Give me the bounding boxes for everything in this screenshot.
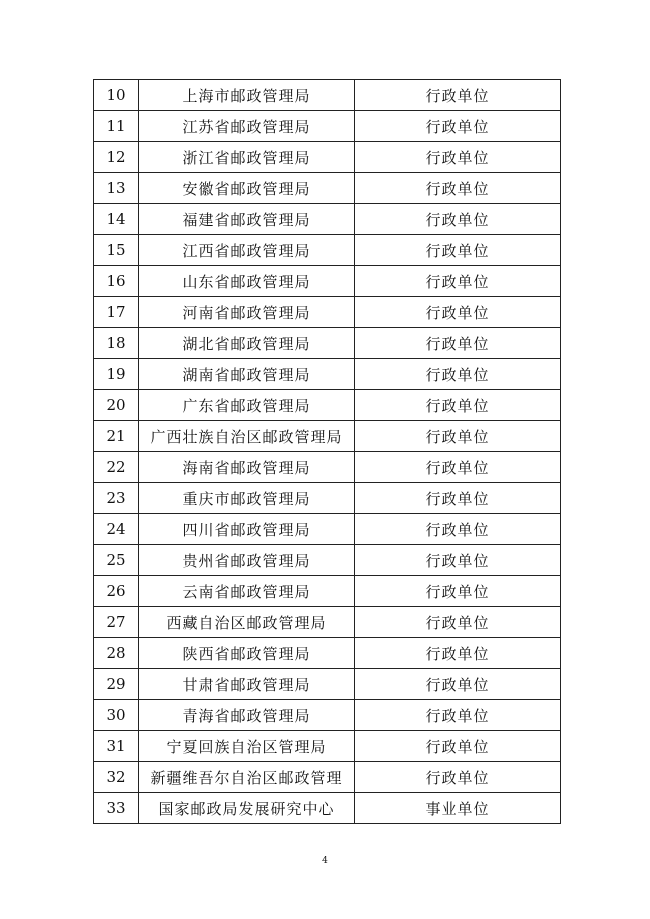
unit-type: 行政单位 bbox=[355, 297, 561, 328]
unit-type: 行政单位 bbox=[355, 173, 561, 204]
row-number: 11 bbox=[94, 111, 139, 142]
table-row bbox=[94, 111, 561, 142]
table-row bbox=[94, 142, 561, 173]
row-number: 30 bbox=[94, 700, 139, 731]
row-number: 10 bbox=[94, 80, 139, 111]
unit-type: 行政单位 bbox=[355, 669, 561, 700]
row-number: 31 bbox=[94, 731, 139, 762]
unit-type: 行政单位 bbox=[355, 142, 561, 173]
row-number: 23 bbox=[94, 483, 139, 514]
unit-name: 浙江省邮政管理局 bbox=[139, 142, 355, 173]
row-number: 29 bbox=[94, 669, 139, 700]
row-number: 33 bbox=[94, 793, 139, 824]
table-row bbox=[94, 297, 561, 328]
row-number: 22 bbox=[94, 452, 139, 483]
row-number: 21 bbox=[94, 421, 139, 452]
unit-table-body bbox=[94, 80, 561, 824]
row-number: 18 bbox=[94, 328, 139, 359]
table-row bbox=[94, 669, 561, 700]
table-row bbox=[94, 793, 561, 824]
unit-type: 行政单位 bbox=[355, 452, 561, 483]
row-number: 32 bbox=[94, 762, 139, 793]
table-row bbox=[94, 421, 561, 452]
unit-type: 行政单位 bbox=[355, 111, 561, 142]
unit-type: 行政单位 bbox=[355, 700, 561, 731]
unit-name: 新疆维吾尔自治区邮政管理 bbox=[139, 762, 355, 793]
unit-type: 行政单位 bbox=[355, 514, 561, 545]
table-row bbox=[94, 359, 561, 390]
unit-type: 行政单位 bbox=[355, 607, 561, 638]
table-row bbox=[94, 173, 561, 204]
unit-name: 西藏自治区邮政管理局 bbox=[139, 607, 355, 638]
table-row bbox=[94, 514, 561, 545]
unit-name: 云南省邮政管理局 bbox=[139, 576, 355, 607]
page-number: 4 bbox=[322, 856, 328, 866]
table-row bbox=[94, 80, 561, 111]
table-row bbox=[94, 452, 561, 483]
unit-name: 福建省邮政管理局 bbox=[139, 204, 355, 235]
table-row bbox=[94, 328, 561, 359]
row-number: 15 bbox=[94, 235, 139, 266]
unit-name: 广西壮族自治区邮政管理局 bbox=[139, 421, 355, 452]
row-number: 24 bbox=[94, 514, 139, 545]
table-row bbox=[94, 390, 561, 421]
unit-name: 陕西省邮政管理局 bbox=[139, 638, 355, 669]
unit-name: 江西省邮政管理局 bbox=[139, 235, 355, 266]
unit-type: 行政单位 bbox=[355, 390, 561, 421]
unit-name: 国家邮政局发展研究中心 bbox=[139, 793, 355, 824]
row-number: 12 bbox=[94, 142, 139, 173]
unit-name: 重庆市邮政管理局 bbox=[139, 483, 355, 514]
row-number: 26 bbox=[94, 576, 139, 607]
unit-name: 山东省邮政管理局 bbox=[139, 266, 355, 297]
unit-type: 行政单位 bbox=[355, 328, 561, 359]
unit-type: 行政单位 bbox=[355, 204, 561, 235]
unit-name: 河南省邮政管理局 bbox=[139, 297, 355, 328]
table-row bbox=[94, 235, 561, 266]
table-row bbox=[94, 545, 561, 576]
row-number: 13 bbox=[94, 173, 139, 204]
unit-type: 行政单位 bbox=[355, 576, 561, 607]
unit-name: 江苏省邮政管理局 bbox=[139, 111, 355, 142]
table-row bbox=[94, 762, 561, 793]
table-row bbox=[94, 638, 561, 669]
unit-name: 湖北省邮政管理局 bbox=[139, 328, 355, 359]
unit-type: 事业单位 bbox=[355, 793, 561, 824]
row-number: 16 bbox=[94, 266, 139, 297]
unit-type: 行政单位 bbox=[355, 359, 561, 390]
row-number: 20 bbox=[94, 390, 139, 421]
unit-type: 行政单位 bbox=[355, 638, 561, 669]
unit-type: 行政单位 bbox=[355, 80, 561, 111]
row-number: 27 bbox=[94, 607, 139, 638]
table-row bbox=[94, 576, 561, 607]
table-row bbox=[94, 700, 561, 731]
unit-type: 行政单位 bbox=[355, 762, 561, 793]
unit-name: 上海市邮政管理局 bbox=[139, 80, 355, 111]
unit-name: 广东省邮政管理局 bbox=[139, 390, 355, 421]
unit-type: 行政单位 bbox=[355, 421, 561, 452]
unit-name: 甘肃省邮政管理局 bbox=[139, 669, 355, 700]
unit-name: 安徽省邮政管理局 bbox=[139, 173, 355, 204]
unit-name: 湖南省邮政管理局 bbox=[139, 359, 355, 390]
unit-type: 行政单位 bbox=[355, 731, 561, 762]
row-number: 28 bbox=[94, 638, 139, 669]
row-number: 17 bbox=[94, 297, 139, 328]
unit-name: 贵州省邮政管理局 bbox=[139, 545, 355, 576]
table-row bbox=[94, 266, 561, 297]
unit-type: 行政单位 bbox=[355, 235, 561, 266]
unit-name: 四川省邮政管理局 bbox=[139, 514, 355, 545]
unit-table bbox=[93, 79, 561, 824]
unit-name: 青海省邮政管理局 bbox=[139, 700, 355, 731]
row-number: 14 bbox=[94, 204, 139, 235]
row-number: 19 bbox=[94, 359, 139, 390]
unit-name: 海南省邮政管理局 bbox=[139, 452, 355, 483]
unit-type: 行政单位 bbox=[355, 545, 561, 576]
row-number: 25 bbox=[94, 545, 139, 576]
table-row bbox=[94, 607, 561, 638]
table-row bbox=[94, 204, 561, 235]
table-row bbox=[94, 483, 561, 514]
unit-type: 行政单位 bbox=[355, 483, 561, 514]
unit-name: 宁夏回族自治区管理局 bbox=[139, 731, 355, 762]
table-row bbox=[94, 731, 561, 762]
unit-type: 行政单位 bbox=[355, 266, 561, 297]
